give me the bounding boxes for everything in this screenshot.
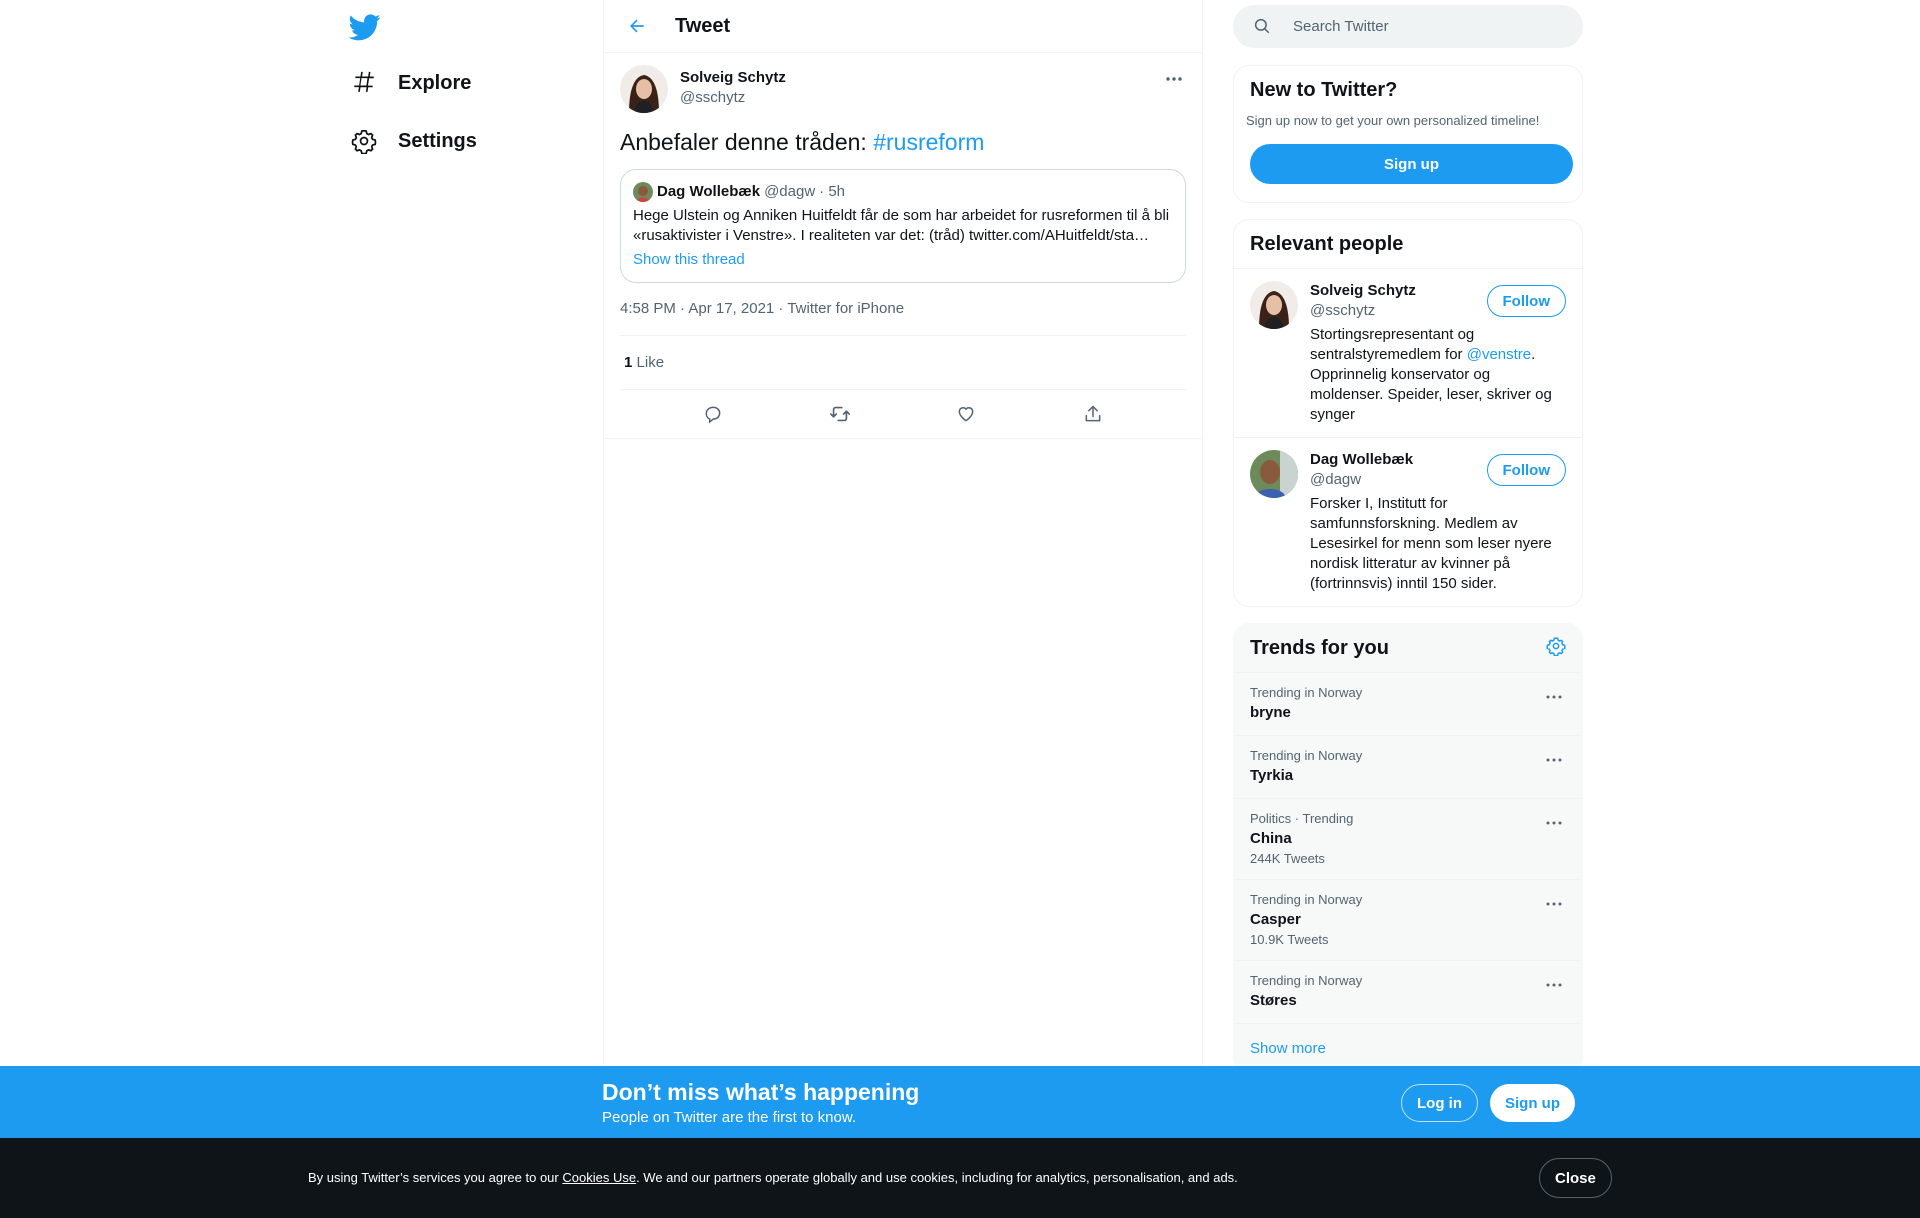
promo-title: Don’t miss what’s happening xyxy=(602,1079,920,1105)
gear-icon[interactable] xyxy=(1546,636,1566,661)
log-in-button[interactable]: Log in xyxy=(1401,1084,1478,1122)
share-icon[interactable] xyxy=(1075,396,1111,432)
person-handle: @sschytz xyxy=(1310,302,1376,319)
more-options-icon[interactable] xyxy=(1542,811,1566,835)
hashtag-link[interactable]: #rusreform xyxy=(873,129,985,155)
close-button[interactable]: Close xyxy=(1539,1158,1612,1198)
hashtag-icon xyxy=(350,69,378,97)
page-title: Tweet xyxy=(675,14,731,37)
tweet-text-body: Anbefaler denne tråden: xyxy=(620,129,874,155)
promo-subtitle: People on Twitter are the first to know. xyxy=(602,1109,857,1126)
person-bio: Forsker I, Institutt for samfunnsforskning. Medlem av Lesesirkel for menn som leser nyere nordisk litteratur av kvinner på (fortrinnsvis) inntil 150 sider. xyxy=(1310,495,1552,592)
trend-count: 10.9K Tweets xyxy=(1250,932,1329,947)
cookie-text-end: . We and our partners operate globally and use cookies, including for analytics, personalisation, and ads. xyxy=(636,1170,1238,1185)
relevant-people-card xyxy=(1233,219,1583,607)
avatar[interactable] xyxy=(620,65,668,113)
search-icon xyxy=(1253,17,1273,37)
search-bar xyxy=(1233,5,1583,48)
sign-up-button[interactable]: Sign up xyxy=(1250,144,1573,184)
nav-settings[interactable] xyxy=(350,119,477,163)
cookie-banner xyxy=(0,1138,1920,1218)
twitter-logo-icon[interactable] xyxy=(349,11,381,43)
page-header xyxy=(604,0,1202,53)
person-row[interactable] xyxy=(1234,437,1582,606)
gear-icon xyxy=(350,127,378,155)
search-input[interactable] xyxy=(1293,18,1553,35)
main-column xyxy=(603,0,1203,1218)
quoted-tweet[interactable] xyxy=(620,169,1186,283)
trend-context: Trending in Norway xyxy=(1250,748,1363,763)
tweet-stats xyxy=(620,336,1186,390)
trend-context: Politics · Trending xyxy=(1250,811,1354,826)
trends-title: Trends for you xyxy=(1250,637,1389,659)
person-row[interactable] xyxy=(1234,269,1582,437)
like-heart-icon[interactable] xyxy=(948,396,984,432)
back-arrow-icon[interactable] xyxy=(619,8,655,44)
person-bio xyxy=(1310,325,1555,425)
trend-item[interactable] xyxy=(1234,673,1582,736)
person-name: Solveig Schytz xyxy=(1310,282,1416,299)
quote-author-handle: @dagw xyxy=(764,183,816,200)
cookie-text-start: By using Twitter’s services you agree to our xyxy=(308,1170,563,1185)
more-options-icon[interactable] xyxy=(1162,67,1186,91)
new-to-twitter-subtitle: Sign up now to get your own personalized timeline! xyxy=(1246,113,1540,128)
new-to-twitter-card xyxy=(1233,65,1583,203)
likes-label: Like xyxy=(636,354,665,371)
tweet-actions xyxy=(620,390,1186,438)
avatar[interactable] xyxy=(1250,281,1298,329)
bio-text: Stortingsrepresentant og sentralstyremedlem for xyxy=(1310,326,1475,363)
trend-name: bryne xyxy=(1250,704,1291,721)
retweet-icon[interactable] xyxy=(822,396,858,432)
trend-context: Trending in Norway xyxy=(1250,892,1363,907)
avatar[interactable] xyxy=(1250,450,1298,498)
bio-text: . Opprinnelig konservator og moldenser. Speider, leser, skriver og synger xyxy=(1310,346,1552,423)
more-options-icon[interactable] xyxy=(1542,685,1566,709)
trend-context: Trending in Norway xyxy=(1250,685,1363,700)
avatar xyxy=(633,182,653,202)
divider xyxy=(604,438,1202,439)
trend-name: Tyrkia xyxy=(1250,767,1294,784)
trend-item[interactable] xyxy=(1234,799,1582,880)
trend-item[interactable] xyxy=(1234,961,1582,1024)
author-handle[interactable]: @sschytz xyxy=(680,89,746,106)
likes-count: 1 xyxy=(624,354,633,371)
person-name: Dag Wollebæk xyxy=(1310,451,1414,468)
nav-settings-label: Settings xyxy=(398,129,477,152)
reply-icon[interactable] xyxy=(695,396,731,432)
nav-explore[interactable] xyxy=(350,61,471,105)
nav-explore-label: Explore xyxy=(398,71,472,94)
mention-link[interactable]: @venstre xyxy=(1466,346,1532,363)
likes-stat[interactable] xyxy=(624,354,664,371)
trend-name: China xyxy=(1250,830,1292,847)
trend-item[interactable] xyxy=(1234,736,1582,799)
trends-card xyxy=(1233,623,1583,1073)
cookie-text xyxy=(308,1170,1238,1186)
trend-context: Trending in Norway xyxy=(1250,973,1363,988)
new-to-twitter-title: New to Twitter? xyxy=(1250,79,1398,101)
tweet xyxy=(604,53,1202,438)
cookies-use-link[interactable]: Cookies Use xyxy=(562,1170,637,1185)
quote-text: Hege Ulstein og Anniken Huitfeldt får de som har arbeidet for rusreformen til å bli «rusaktivister i Venstre». I realiteten var det: (tråd) twitter.com/AHuitfeldt/sta… xyxy=(633,207,1170,244)
show-more-link[interactable]: Show more xyxy=(1250,1040,1326,1057)
signup-promo-banner xyxy=(0,1066,1920,1138)
author-name[interactable]: Solveig Schytz xyxy=(680,69,786,86)
trend-name: Støres xyxy=(1250,992,1297,1009)
more-options-icon[interactable] xyxy=(1542,748,1566,772)
tweet-text xyxy=(620,127,1186,157)
quote-time: · 5h xyxy=(819,183,846,200)
more-options-icon[interactable] xyxy=(1542,973,1566,997)
trend-name: Casper xyxy=(1250,911,1301,928)
person-handle: @dagw xyxy=(1310,471,1362,488)
more-options-icon[interactable] xyxy=(1542,892,1566,916)
trend-item[interactable] xyxy=(1234,880,1582,961)
quote-author-name: Dag Wollebæk xyxy=(657,183,761,200)
tweet-author xyxy=(620,65,1186,113)
show-thread-link[interactable]: Show this thread xyxy=(633,251,745,268)
sign-up-button[interactable]: Sign up xyxy=(1490,1084,1575,1122)
relevant-people-title: Relevant people xyxy=(1250,233,1404,255)
follow-button[interactable]: Follow xyxy=(1487,454,1567,486)
trend-count: 244K Tweets xyxy=(1250,851,1325,866)
follow-button[interactable]: Follow xyxy=(1487,285,1567,317)
tweet-timestamp[interactable]: 4:58 PM · Apr 17, 2021 · Twitter for iPhone xyxy=(620,299,1186,336)
